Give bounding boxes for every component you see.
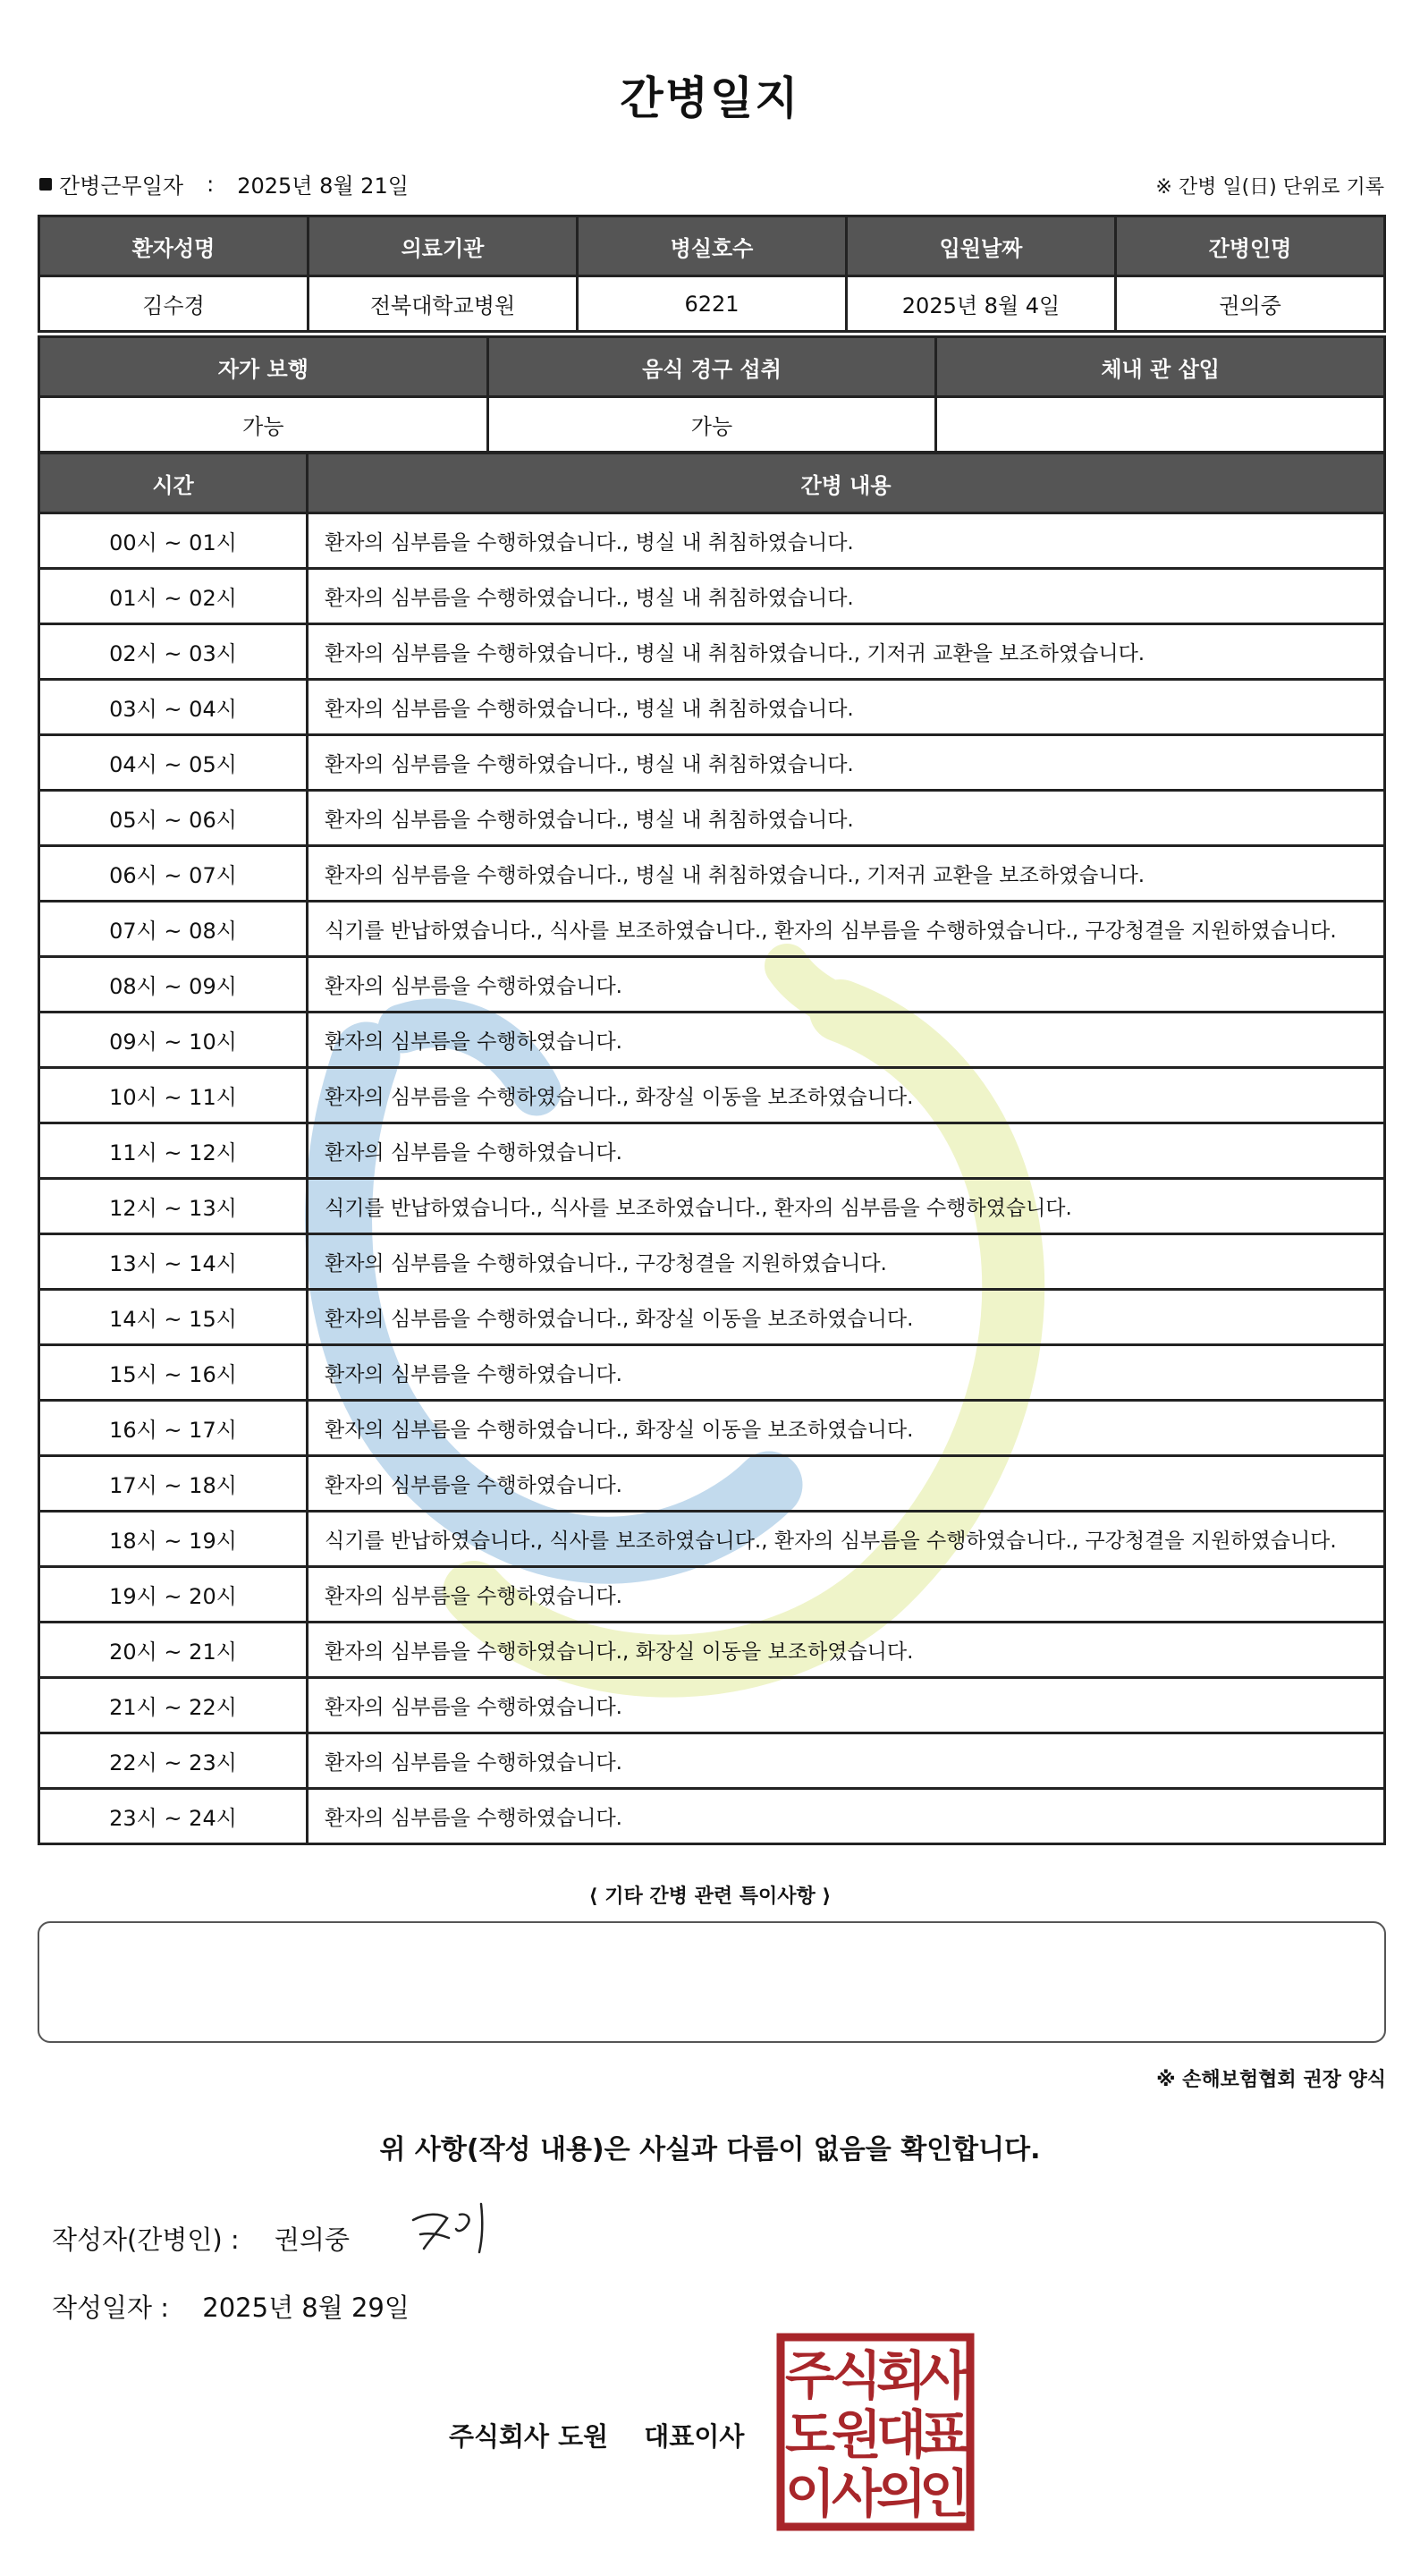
table-header-row xyxy=(39,453,1385,513)
table-row xyxy=(39,902,1385,957)
log-content: 환자의 심부름을 수행하였습니다. xyxy=(308,1123,1385,1179)
confirm-statement: 위 사항(작성 내용)은 사실과 다름이 없음을 확인합니다. xyxy=(379,2134,1041,2165)
header-admission-date: 입원날짜 xyxy=(847,216,1116,276)
table-row xyxy=(39,513,1385,569)
svg-text:식: 식 xyxy=(831,2345,883,2406)
table-row xyxy=(39,397,1385,453)
log-time: 09시 ~ 10시 xyxy=(39,1013,308,1068)
table-row xyxy=(39,735,1385,791)
patient-status-table xyxy=(38,335,1386,453)
company-ceo-title: 대표이사 xyxy=(644,2421,745,2452)
log-content: 환자의 심부름을 수행하였습니다. xyxy=(308,1733,1385,1789)
oral-intake-value: 가능 xyxy=(487,397,936,453)
table-row xyxy=(39,624,1385,680)
log-time: 02시 ~ 03시 xyxy=(39,624,308,680)
svg-text:인: 인 xyxy=(918,2463,970,2524)
log-content: 환자의 심부름을 수행하였습니다., 병실 내 취침하였습니다. xyxy=(308,680,1385,735)
special-notes-box xyxy=(38,1921,1386,2043)
header-room-number: 병실호수 xyxy=(578,216,847,276)
log-content: 환자의 심부름을 수행하였습니다., 병실 내 취침하였습니다. xyxy=(308,735,1385,791)
log-time: 08시 ~ 09시 xyxy=(39,957,308,1013)
hospital: 전북대학교병원 xyxy=(309,276,578,332)
table-row xyxy=(39,1068,1385,1123)
log-content: 환자의 심부름을 수행하였습니다., 화장실 이동을 보조하였습니다. xyxy=(308,1401,1385,1456)
table-row xyxy=(39,1179,1385,1234)
company-signature-line xyxy=(449,2417,744,2453)
table-row xyxy=(39,846,1385,902)
svg-text:사: 사 xyxy=(831,2463,883,2524)
self-walking-value: 가능 xyxy=(39,397,488,453)
log-time: 17시 ~ 18시 xyxy=(39,1456,308,1512)
writer-line xyxy=(52,2220,350,2257)
table-row xyxy=(39,569,1385,624)
log-content: 환자의 심부름을 수행하였습니다. xyxy=(308,1456,1385,1512)
written-date-label: 작성일자 : xyxy=(52,2292,170,2323)
work-date-line xyxy=(39,168,409,199)
table-row xyxy=(39,791,1385,846)
special-notes-title: ⟨ 기타 간병 관련 특이사항 ⟩ xyxy=(588,1885,832,1908)
log-content: 환자의 심부름을 수행하였습니다. xyxy=(308,1678,1385,1733)
log-time: 15시 ~ 16시 xyxy=(39,1345,308,1401)
log-time: 19시 ~ 20시 xyxy=(39,1567,308,1623)
svg-text:이: 이 xyxy=(784,2463,836,2524)
svg-text:회: 회 xyxy=(875,2345,927,2406)
table-row xyxy=(39,680,1385,735)
table-row xyxy=(39,1123,1385,1179)
table-row xyxy=(39,957,1385,1013)
admission-date: 2025년 8월 4일 xyxy=(847,276,1116,332)
svg-text:표: 표 xyxy=(918,2404,970,2465)
recommend-note: ※ 손해보험협회 권장 양식 xyxy=(1156,2069,1386,2091)
table-header-row xyxy=(39,337,1385,397)
svg-text:의: 의 xyxy=(875,2463,927,2524)
table-row xyxy=(39,1234,1385,1290)
log-content: 환자의 심부름을 수행하였습니다., 화장실 이동을 보조하였습니다. xyxy=(308,1290,1385,1345)
log-time: 14시 ~ 15시 xyxy=(39,1290,308,1345)
table-row xyxy=(39,1789,1385,1844)
company-seal-stamp-icon xyxy=(776,2333,975,2531)
header-hospital: 의료기관 xyxy=(309,216,578,276)
page-title: 간병일지 xyxy=(620,72,800,124)
writer-label: 작성자(간병인) : xyxy=(52,2224,240,2255)
table-row xyxy=(39,1401,1385,1456)
log-content: 환자의 심부름을 수행하였습니다., 병실 내 취침하였습니다. xyxy=(308,513,1385,569)
log-content: 환자의 심부름을 수행하였습니다. xyxy=(308,957,1385,1013)
table-row xyxy=(39,1623,1385,1678)
table-row xyxy=(39,1456,1385,1512)
svg-text:사: 사 xyxy=(918,2345,970,2406)
log-time: 03시 ~ 04시 xyxy=(39,680,308,735)
work-date-separator: : xyxy=(207,171,215,197)
table-row xyxy=(39,1512,1385,1567)
header-care-content: 간병 내용 xyxy=(308,453,1385,513)
log-time: 12시 ~ 13시 xyxy=(39,1179,308,1234)
log-content: 환자의 심부름을 수행하였습니다., 병실 내 취침하였습니다. xyxy=(308,569,1385,624)
log-time: 07시 ~ 08시 xyxy=(39,902,308,957)
log-time: 00시 ~ 01시 xyxy=(39,513,308,569)
log-time: 06시 ~ 07시 xyxy=(39,846,308,902)
caregiver-name: 권의중 xyxy=(1116,276,1385,332)
log-content: 환자의 심부름을 수행하였습니다. xyxy=(308,1013,1385,1068)
log-content: 환자의 심부름을 수행하였습니다. xyxy=(308,1345,1385,1401)
patient-name: 김수경 xyxy=(39,276,309,332)
bullet-square-icon xyxy=(39,178,52,191)
log-time: 18시 ~ 19시 xyxy=(39,1512,308,1567)
company-name: 주식회사 도원 xyxy=(449,2421,609,2452)
log-time: 16시 ~ 17시 xyxy=(39,1401,308,1456)
header-patient-name: 환자성명 xyxy=(39,216,309,276)
log-content: 환자의 심부름을 수행하였습니다., 화장실 이동을 보조하였습니다. xyxy=(308,1068,1385,1123)
log-time: 01시 ~ 02시 xyxy=(39,569,308,624)
work-date-value: 2025년 8월 21일 xyxy=(237,174,409,199)
svg-text:주: 주 xyxy=(784,2345,836,2406)
log-time: 13시 ~ 14시 xyxy=(39,1234,308,1290)
log-content: 환자의 심부름을 수행하였습니다., 병실 내 취침하였습니다., 기저귀 교환을 보조하였습니다. xyxy=(308,846,1385,902)
header-oral-intake: 음식 경구 섭취 xyxy=(487,337,936,397)
log-content: 환자의 심부름을 수행하였습니다., 병실 내 취침하였습니다. xyxy=(308,791,1385,846)
tube-insertion-value xyxy=(936,397,1385,453)
header-time: 시간 xyxy=(39,453,308,513)
table-row xyxy=(39,1678,1385,1733)
log-time: 04시 ~ 05시 xyxy=(39,735,308,791)
header-caregiver-name: 간병인명 xyxy=(1116,216,1385,276)
log-time: 22시 ~ 23시 xyxy=(39,1733,308,1789)
log-content: 환자의 심부름을 수행하였습니다. xyxy=(308,1567,1385,1623)
log-content: 식기를 반납하였습니다., 식사를 보조하였습니다., 환자의 심부름을 수행하였습니다., 구강청결을 지원하였습니다. xyxy=(308,1512,1385,1567)
handwritten-signature-icon xyxy=(404,2193,494,2265)
log-table-body xyxy=(39,513,1385,1844)
table-row xyxy=(39,276,1385,332)
work-date-label: 간병근무일자 xyxy=(59,174,184,199)
log-time: 11시 ~ 12시 xyxy=(39,1123,308,1179)
writer-name: 권의중 xyxy=(274,2224,350,2255)
log-content: 식기를 반납하였습니다., 식사를 보조하였습니다., 환자의 심부름을 수행하였습니다. xyxy=(308,1179,1385,1234)
svg-text:원: 원 xyxy=(831,2404,883,2465)
written-date-line xyxy=(52,2288,410,2325)
table-header-row xyxy=(39,216,1385,276)
table-row xyxy=(39,1345,1385,1401)
log-content: 환자의 심부름을 수행하였습니다., 구강청결을 지원하였습니다. xyxy=(308,1234,1385,1290)
log-time: 23시 ~ 24시 xyxy=(39,1789,308,1844)
hourly-care-log-table xyxy=(38,452,1386,1845)
log-content: 환자의 심부름을 수행하였습니다., 화장실 이동을 보조하였습니다. xyxy=(308,1623,1385,1678)
log-time: 20시 ~ 21시 xyxy=(39,1623,308,1678)
table-row xyxy=(39,1290,1385,1345)
table-row xyxy=(39,1733,1385,1789)
unit-note: ※ 간병 일(日) 단위로 기록 xyxy=(1155,176,1384,199)
log-content: 식기를 반납하였습니다., 식사를 보조하였습니다., 환자의 심부름을 수행하였습니다., 구강청결을 지원하였습니다. xyxy=(308,902,1385,957)
svg-text:도: 도 xyxy=(784,2404,836,2465)
log-content: 환자의 심부름을 수행하였습니다., 병실 내 취침하였습니다., 기저귀 교환을 보조하였습니다. xyxy=(308,624,1385,680)
written-date-value: 2025년 8월 29일 xyxy=(202,2292,410,2323)
log-time: 05시 ~ 06시 xyxy=(39,791,308,846)
room-number: 6221 xyxy=(578,276,847,332)
log-content: 환자의 심부름을 수행하였습니다. xyxy=(308,1789,1385,1844)
header-self-walking: 자가 보행 xyxy=(39,337,488,397)
table-row xyxy=(39,1567,1385,1623)
log-time: 10시 ~ 11시 xyxy=(39,1068,308,1123)
table-row xyxy=(39,1013,1385,1068)
header-tube-insertion: 체내 관 삽입 xyxy=(936,337,1385,397)
log-time: 21시 ~ 22시 xyxy=(39,1678,308,1733)
svg-text:대: 대 xyxy=(875,2404,927,2465)
patient-info-table xyxy=(38,215,1386,333)
